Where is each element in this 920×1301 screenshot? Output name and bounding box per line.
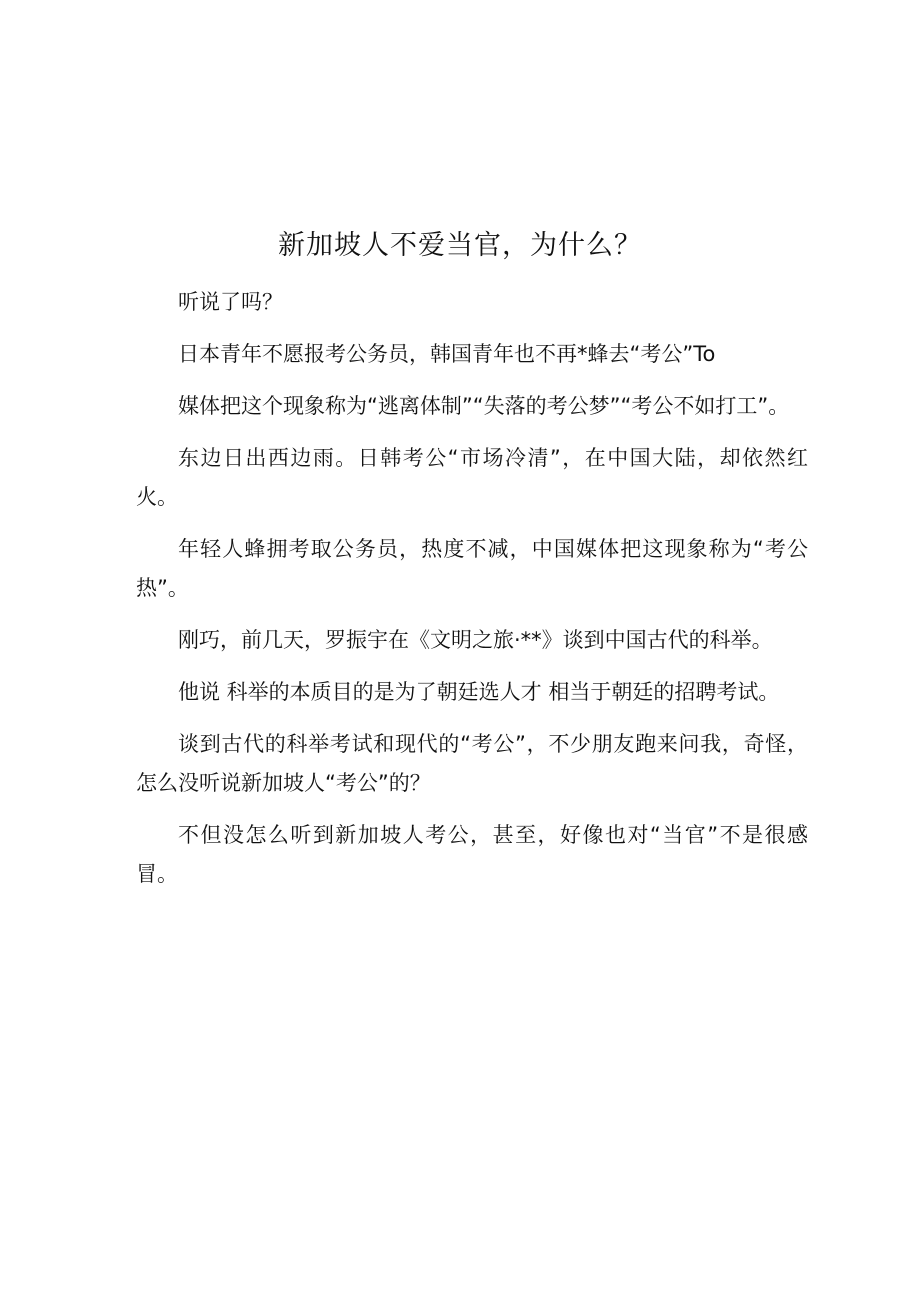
paragraph: 听说了吗？ xyxy=(178,290,283,314)
paragraph: 媒体把这个现象称为“逃离体制”“失落的考公梦”“考公不如打工”。 xyxy=(178,394,790,418)
paragraph: 东边日出西边雨。日韩考公“市场冷清”，在中国大陆，却依然红火。 xyxy=(136,446,808,509)
paragraph: 谈到古代的科举考试和现代的“考公”，不少朋友跑来问我，奇怪，怎么没听说新加坡人“考公”的？ xyxy=(136,732,808,795)
document-body xyxy=(136,283,808,907)
paragraph: 刚巧，前几天，罗振宇在《文明之旅·**》谈到中国古代的科举。 xyxy=(178,628,773,652)
paragraph: 年轻人蜂拥考取公务员，热度不减，中国媒体把这现象称为“考公热”。 xyxy=(136,537,808,600)
paragraph: 他说 科举的本质目的是为了朝廷选人才 相当于朝廷的招聘考试。 xyxy=(178,680,780,704)
document-title: 新加坡人不爱当官，为什么？ xyxy=(278,230,642,261)
paragraph: 不但没怎么听到新加坡人考公，甚至，好像也对“当官”不是很感冒。 xyxy=(136,823,808,886)
paragraph: 日本青年不愿报考公务员，韩国青年也不再*蜂去“考公”To xyxy=(178,342,716,366)
